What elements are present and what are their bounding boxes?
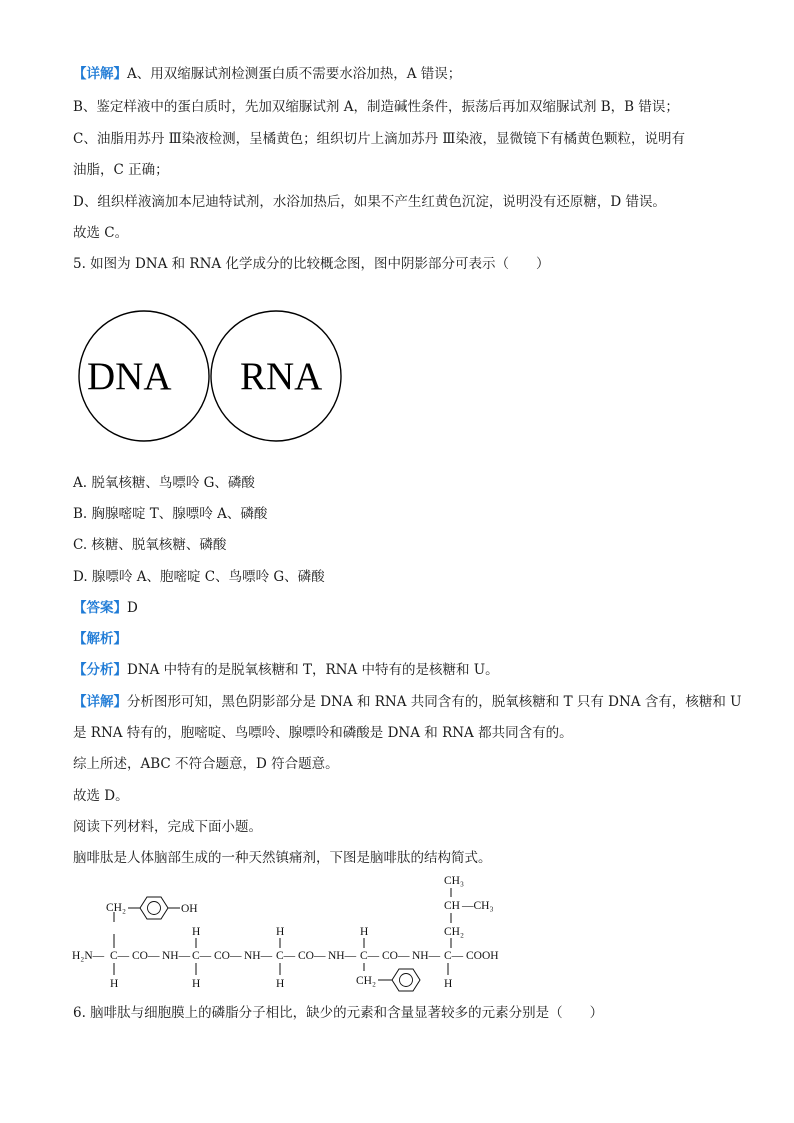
text-line: 油脂，C 正确； [73, 162, 169, 178]
detail-line: 【详解】分析图形可知，黑色阴影部分是 DNA 和 RNA 共同含有的，脱氧核糖和 T 只有 DNA 含有，核糖和 U [73, 694, 742, 710]
option-c: C. 核糖、脱氧核糖、磷酸 [73, 537, 227, 553]
h-label: H [276, 926, 285, 938]
text-line: 故选 D。 [73, 788, 129, 804]
text-line: B、鉴定样液中的蛋白质时，先加双缩脲试剂 A，制造碱性条件，振荡后再加双缩脲试剂 B，B 错误； [73, 99, 679, 115]
analysis-heading: 【解析】 [73, 631, 127, 647]
h-label: H [360, 926, 369, 938]
ch2-label: CH₂ [444, 926, 464, 938]
rna-label: RNA [240, 355, 323, 398]
chain-text: H₂N— C— CO— NH— C— CO— NH— C— CO— NH— C— CO— NH— C— COOH [72, 950, 499, 962]
h-label: H [276, 978, 285, 990]
ch2-label: CH₂ [106, 902, 126, 914]
oh-label: OH [181, 903, 198, 915]
option-d: D. 腺嘌呤 A、胞嘧啶 C、鸟嘌呤 G、磷酸 [73, 569, 325, 585]
question-5: 5. 如图为 DNA 和 RNA 化学成分的比较概念图，图中阴影部分可表示（ ） [73, 256, 550, 272]
question-6: 6. 脑啡肽与细胞膜上的磷脂分子相比，缺少的元素和含量显著较多的元素分别是（ ） [73, 1005, 604, 1021]
venn-diagram [78, 302, 348, 456]
text-line: 【详解】A、用双缩脲试剂检测蛋白质不需要水浴加热，A 错误； [73, 66, 462, 82]
text-line: D、组织样液滴加本尼迪特试剂，水浴加热后，如果不产生红黄色沉淀，说明没有还原糖，D 错误。 [73, 194, 666, 210]
benzene-ring-icon [140, 897, 168, 919]
dna-label: DNA [87, 355, 172, 398]
text-line: 阅读下列材料，完成下面小题。 [73, 819, 262, 835]
text-line: 脑啡肽是人体脑部生成的一种天然镇痛剂，下图是脑啡肽的结构简式。 [73, 850, 492, 866]
ch3-side-label: —CH₃ [462, 900, 494, 912]
ch2-label: CH₂ [356, 975, 376, 987]
benzene-ring-icon [392, 969, 420, 991]
ch3-label: CH₃ [444, 875, 464, 887]
enkephalin-structure [70, 868, 540, 1002]
option-b: B. 胸腺嘧啶 T、腺嘌呤 A、磷酸 [73, 506, 268, 522]
h-label: H [444, 978, 453, 990]
h-label: H [192, 978, 201, 990]
analysis-line: 【分析】DNA 中特有的是脱氧核糖和 T，RNA 中特有的是核糖和 U。 [73, 662, 499, 678]
text-line: 综上所述，ABC 不符合题意，D 符合题意。 [73, 756, 339, 772]
option-a: A. 脱氧核糖、鸟嘌呤 G、磷酸 [73, 475, 255, 491]
text-line: C、油脂用苏丹 Ⅲ染液检测，呈橘黄色；组织切片上滴加苏丹 Ⅲ染液，显微镜下有橘黄色颗粒，说明有 [73, 131, 685, 147]
text-line: 是 RNA 特有的，胞嘧啶、鸟嘌呤、腺嘌呤和磷酸是 DNA 和 RNA 都共同含有的。 [73, 725, 573, 741]
h-label: H [110, 978, 119, 990]
answer: 【答案】D [73, 600, 138, 616]
ch-label: CH [444, 900, 460, 912]
h-label: H [192, 926, 201, 938]
text-line: 故选 C。 [73, 225, 129, 241]
